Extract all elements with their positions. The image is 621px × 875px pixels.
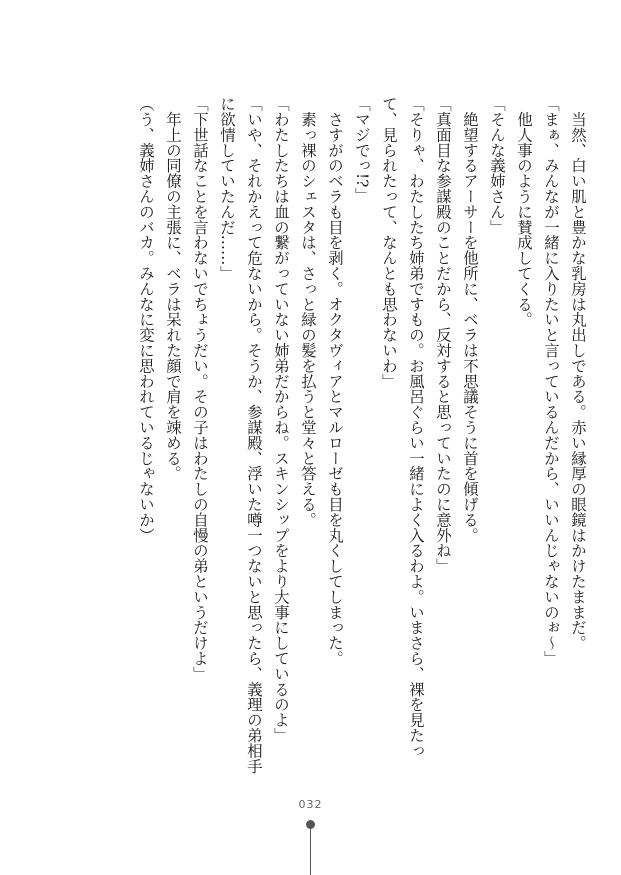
paragraph: 素っ裸のシェスタは、さっと緑の髪を払うと堂々と答える。 [299, 96, 317, 528]
vertical-body-text [132, 96, 591, 786]
paragraph: 「マジでっ!?」 [353, 96, 371, 203]
paragraph: 年上の同僚の主張に、ベラは呆れた顔で肩を竦める。 [164, 96, 182, 481]
paragraph: 他人事のように賛成してくる。 [515, 96, 533, 327]
paragraph: 「いや、それかえって危ないから。そうか、参謀殿、浮いた噂一つないと思ったら、義理の弟相手に欲情していたんだ……」 [218, 96, 263, 774]
paragraph: さすがのベラも目を剥く。オクタヴィアとマルローゼも目を丸くしてしまった。 [326, 96, 344, 666]
paragraph: 「わたしたちは血の繋がっていない姉弟だからね。スキンシップをより大事にしているのよ」 [272, 96, 290, 743]
paragraph: 当然、白い肌と豊かな乳房は丸出しである。赤い縁厚の眼鏡はかけたままだ。 [569, 96, 587, 651]
paragraph: （う、義姉さんのバカ。みんなに変に思われているじゃないか） [137, 96, 155, 543]
paragraph: 「まぁ、みんなが一緒に入りたいと言っているんだから、いいんじゃないのぉ～」 [542, 96, 560, 666]
paragraph: 「真面目な参謀殿のことだから、反対すると思っていたのに意外ね」 [434, 96, 452, 574]
folio-divider [310, 828, 311, 875]
page-number: 032 [298, 798, 323, 811]
paragraph: 「そんな義姉さん」 [488, 96, 506, 235]
paragraph: 「下世話なことを言わないでちょうだい。その子はわたしの自慢の弟というだけよ」 [191, 96, 209, 682]
paragraph: 「そりゃ、わたしたち姉弟ですもの。お風呂ぐらい一緒によく入るわよ。いまさら、裸を見たって、見られたって、なんとも思わないわ」 [380, 96, 425, 759]
paragraph: 絶望するアーサーを他所に、ベラは不思議そうに首を傾げる。 [461, 96, 479, 543]
